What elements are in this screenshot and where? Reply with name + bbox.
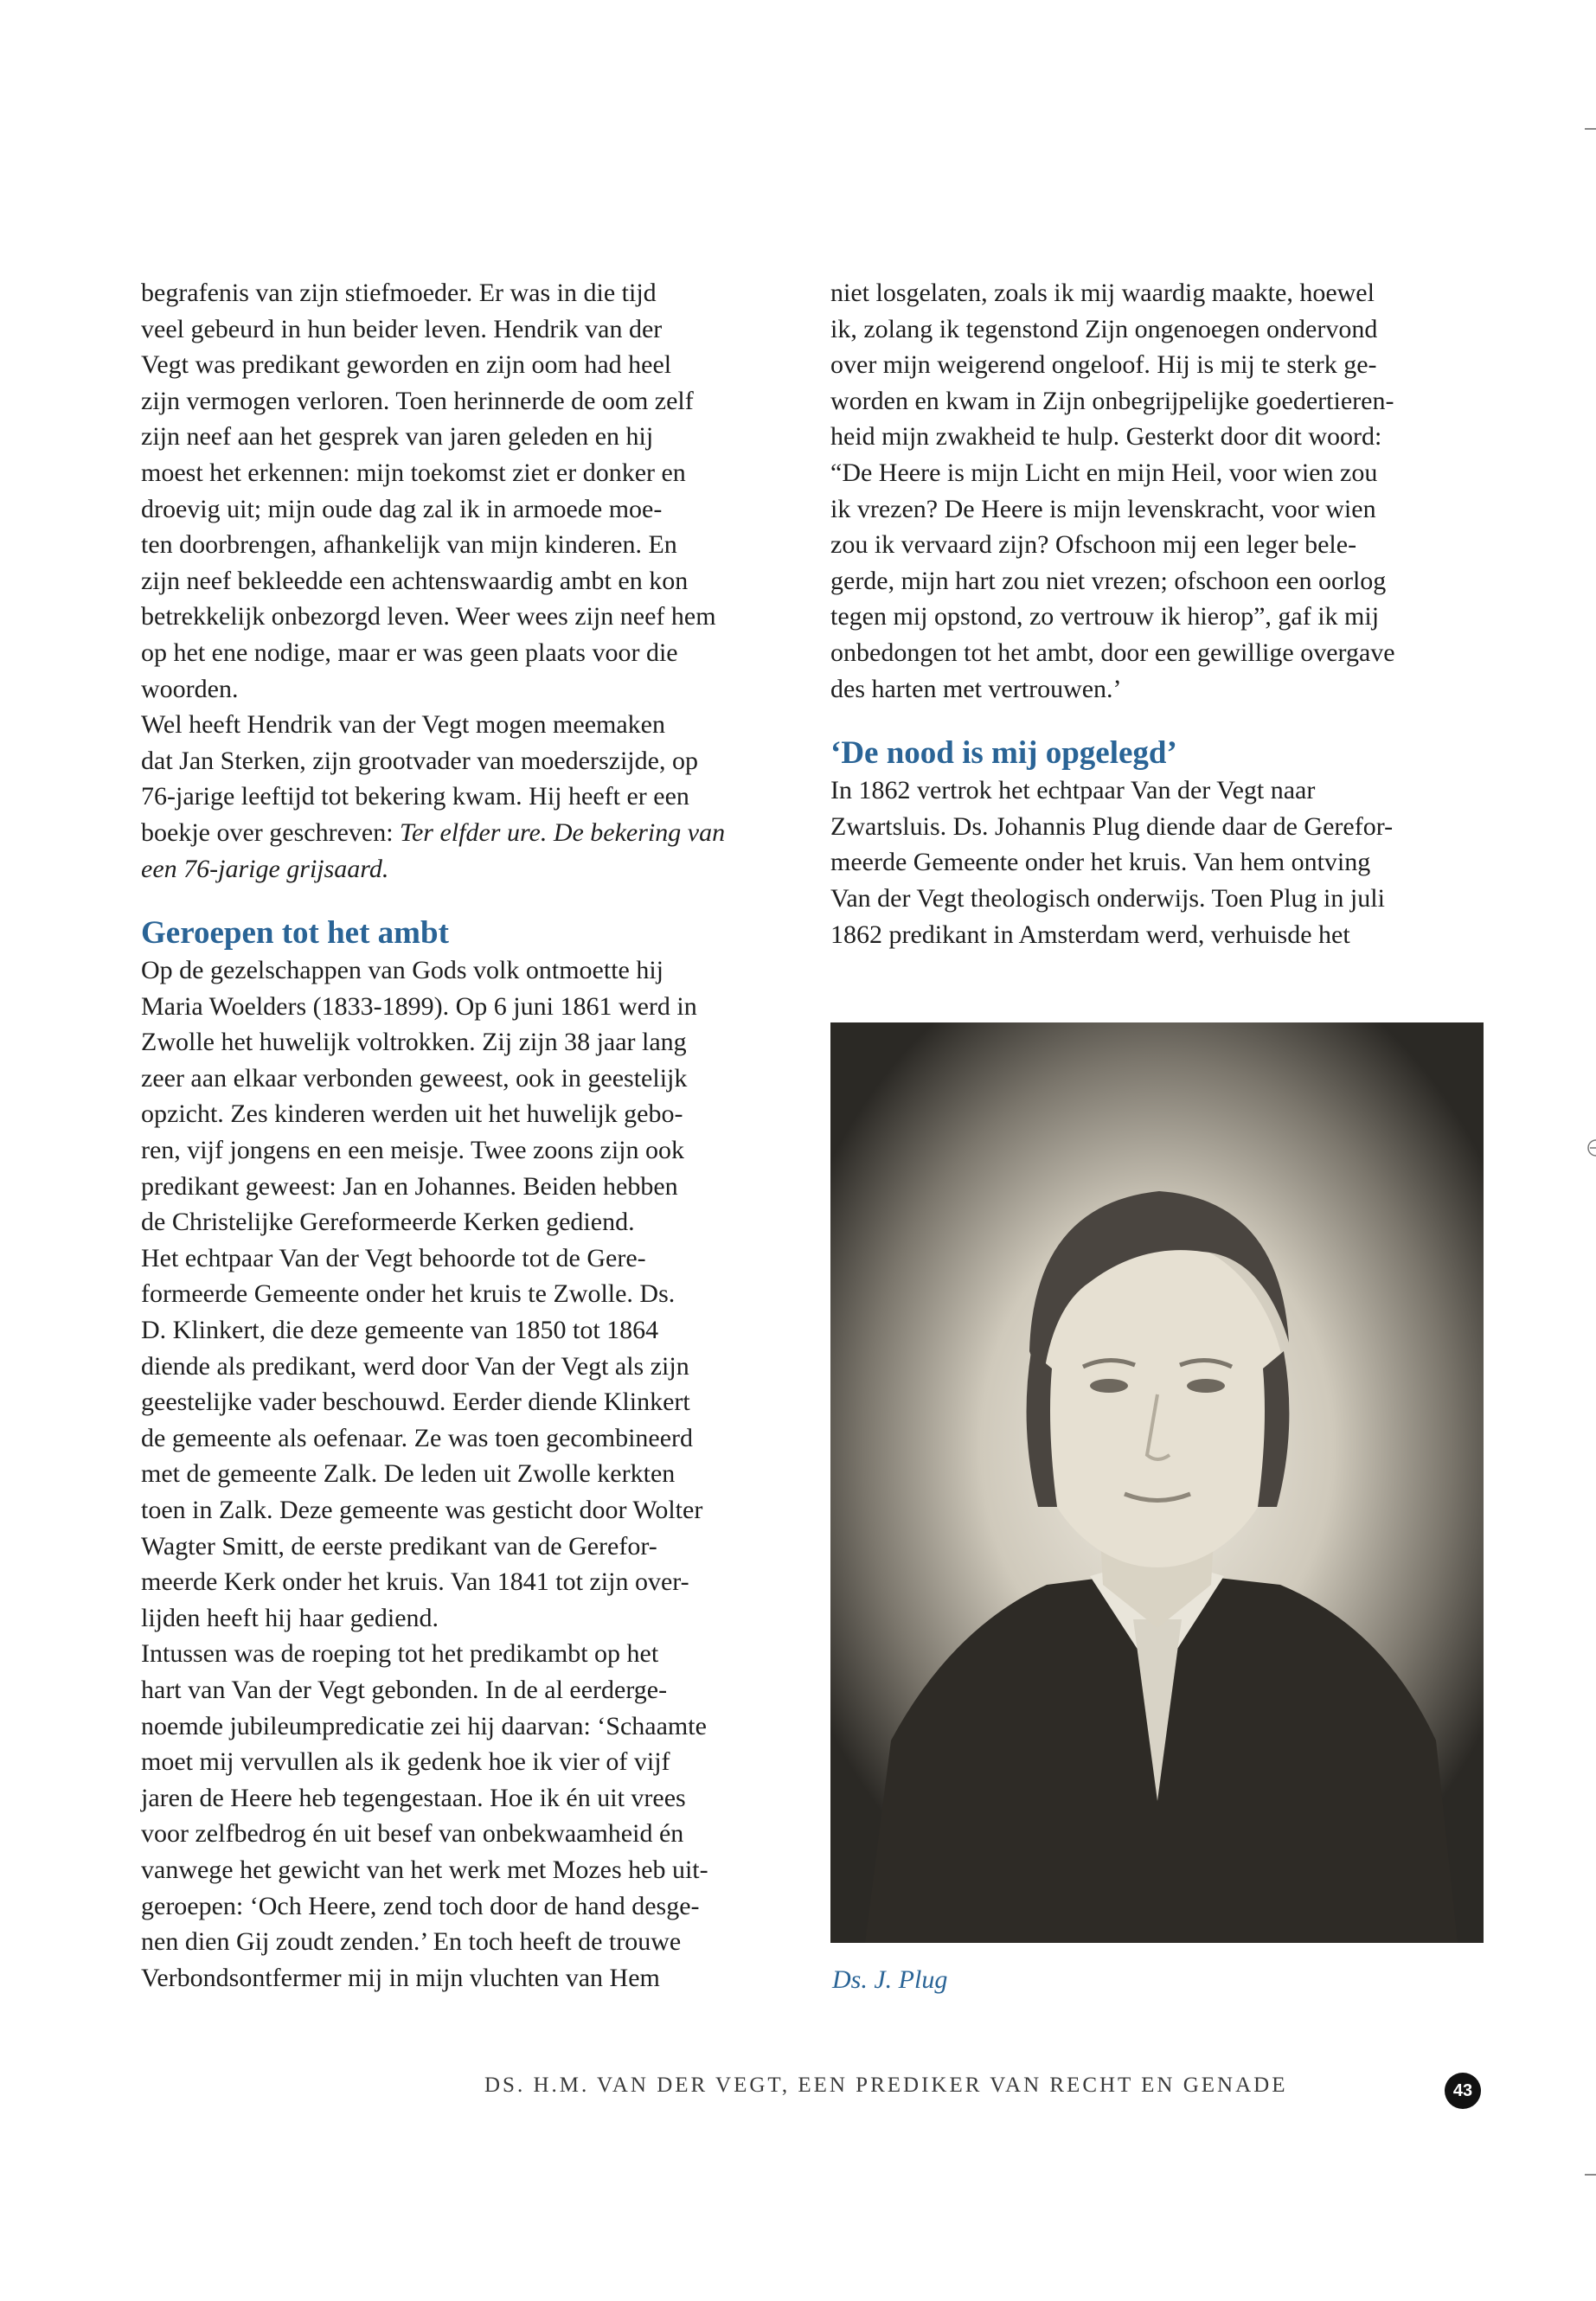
text-line: op het ene nodige, maar er was geen plaats voor die: [141, 638, 678, 667]
paragraph-gap: [830, 707, 1488, 734]
trim-mark: [1585, 128, 1596, 130]
text-line: meerde Gemeente onder het kruis. Van hem ontving: [830, 848, 1371, 877]
text-line: Verbondsontfermer mij in mijn vluchten van Hem: [141, 1963, 660, 1992]
text-line: de gemeente als oefenaar. Ze was toen gecombineerd: [141, 1423, 694, 1452]
text-line: ik vrezen? De Heere is mijn levenskracht, voor wien: [830, 494, 1376, 523]
book-title-italic: Ter elfder ure. De bekering van: [400, 817, 726, 847]
text-line: over mijn weigerend ongeloof. Hij is mij te sterk ge-: [830, 350, 1377, 380]
text-line: gerde, mijn hart zou niet vrezen; ofschoon een oorlog: [830, 566, 1387, 595]
text-line: betrekkelijk onbezorgd leven. Weer wees zijn neef hem: [141, 602, 716, 631]
right-column: [830, 275, 1488, 952]
text-line: begrafenis van zijn stiefmoeder. Er was in die tijd: [141, 279, 657, 307]
left-column: [141, 275, 790, 1996]
paragraph-quote-continuation: [830, 275, 1488, 707]
section-heading-called-to-office: Geroepen tot het ambt: [141, 915, 449, 952]
text-line: de Christelijke Gereformeerde Kerken gediend.: [141, 1208, 635, 1237]
book-title-italic: een 76-jarige grijsaard.: [141, 854, 389, 883]
text-line: tegen mij opstond, zo vertrouw ik hierop”, gaf ik mij: [830, 602, 1380, 631]
text-line: zijn neef aan het gesprek van jaren geleden en hij: [141, 422, 654, 452]
text-line: predikant geweest: Jan en Johannes. Beiden hebben: [141, 1171, 678, 1201]
page-number-badge: 43: [1445, 2073, 1481, 2109]
text-line: Wel heeft Hendrik van der Vegt mogen meemaken: [141, 710, 665, 740]
text-line: Zwolle het huwelijk voltrokken. Zij zijn 38 jaar lang: [141, 1028, 687, 1057]
text-line: zeer aan elkaar verbonden geweest, ook in geestelijk: [141, 1063, 688, 1093]
text-line: heid mijn zwakheid te hulp. Gesterkt door dit woord:: [830, 422, 1382, 452]
text-line: Zwartsluis. Ds. Johannis Plug diende daar de Gerefor-: [830, 811, 1394, 841]
text-line: In 1862 vertrok het echtpaar Van der Vegt naar: [830, 776, 1316, 805]
text-line: Intussen was de roeping tot het predikambt op het: [141, 1639, 659, 1669]
text-line: geroepen: ‘Och Heere, zend toch door de hand desge-: [141, 1891, 700, 1920]
text-line: niet losgelaten, zoals ik mij waardig maakte, hoewel: [830, 279, 1375, 307]
trim-mark: [1585, 2174, 1596, 2176]
text-line: Van der Vegt theologisch onderwijs. Toen Plug in juli: [830, 883, 1385, 913]
text-line: jaren de Heere heb tegengestaan. Hoe ik én uit vrees: [141, 1783, 686, 1812]
text-line: Maria Woelders (1833-1899). Op 6 juni 1861 werd in: [141, 991, 697, 1021]
text-line: Het echtpaar Van der Vegt behoorde tot de Gere-: [141, 1243, 646, 1272]
paragraph-calling: [141, 1636, 790, 1996]
text-line: worden en kwam in Zijn onbegrijpelijke goedertieren-: [830, 386, 1394, 415]
text-run: boekje over geschreven:: [141, 817, 394, 847]
text-line: lijden heeft hij haar gediend.: [141, 1603, 439, 1632]
text-line: ik, zolang ik tegenstond Zijn ongenoegen ondervond: [830, 314, 1378, 343]
paragraph-marriage: [141, 952, 790, 1240]
text-line: woorden.: [141, 674, 239, 703]
text-line: moest het erkennen: mijn toekomst ziet er donker en: [141, 458, 686, 487]
text-line: zou ik vervaard zijn? Ofschoon mij een leger bele-: [830, 530, 1357, 560]
paragraph-zwartsluis: [830, 772, 1488, 952]
text-line: moet mij vervullen als ik gedenk hoe ik vier of vijf: [141, 1747, 670, 1777]
text-line: zijn neef bekleedde een achtenswaardig ambt en kon: [141, 566, 689, 595]
text-line: onbedongen tot het ambt, door een gewillige overgave: [830, 638, 1395, 667]
paragraph-grandfather-conversion: [141, 707, 790, 887]
text-line: opzicht. Zes kinderen werden uit het huwelijk gebo-: [141, 1099, 683, 1129]
text-line: droevig uit; mijn oude dag zal ik in armoede moe-: [141, 494, 663, 523]
text-line: nen dien Gij zoudt zenden.’ En toch heeft de trouwe: [141, 1927, 682, 1957]
text-line: veel gebeurd in hun beider leven. Hendrik van der: [141, 314, 663, 343]
text-line: ten doorbrengen, afhankelijk van mijn kinderen. En: [141, 530, 677, 560]
text-line: noemde jubileumpredicatie zei hij daarvan: ‘Schaamte: [141, 1711, 707, 1740]
text-line: zijn vermogen verloren. Toen herinnerde de oom zelf: [141, 386, 694, 415]
text-line: Wagter Smitt, de eerste predikant van de Gerefor-: [141, 1531, 657, 1561]
text-line: met de gemeente Zalk. De leden uit Zwolle kerkten: [141, 1459, 676, 1489]
text-line: geestelijke vader beschouwd. Eerder diende Klinkert: [141, 1388, 690, 1417]
text-line: “De Heere is mijn Licht en mijn Heil, voor wien zou: [830, 458, 1378, 487]
paragraph-stepmother-funeral: [141, 275, 790, 707]
registration-mark-icon: [1586, 1138, 1596, 1157]
paragraph-gap: [141, 887, 790, 914]
text-line: Op de gezelschappen van Gods volk ontmoette hij: [141, 956, 664, 985]
text-line: voor zelfbedrog én uit besef van onbekwaamheid én: [141, 1819, 684, 1849]
portrait-illustration: [830, 1022, 1484, 1943]
running-footer-title: DS. H.M. VAN DER VEGT, EEN PREDIKER VAN RECHT EN GENADE: [484, 2073, 1288, 2097]
text-line: formeerde Gemeente onder het kruis te Zwolle. Ds.: [141, 1279, 676, 1309]
text-line: toen in Zalk. Deze gemeente was gesticht door Wolter: [141, 1496, 703, 1524]
text-line: vanwege het gewicht van het werk met Mozes heb uit-: [141, 1855, 708, 1884]
text-line: meerde Kerk onder het kruis. Van 1841 tot zijn over-: [141, 1567, 689, 1597]
text-line: hart van Van der Vegt gebonden. In de al eerderge-: [141, 1675, 668, 1704]
photo-caption: Ds. J. Plug: [832, 1965, 948, 1994]
text-line: 1862 predikant in Amsterdam werd, verhuisde het: [830, 920, 1350, 949]
text-line: diende als predikant, werd door Van der Vegt als zijn: [141, 1351, 689, 1381]
paragraph-congregation: [141, 1240, 790, 1637]
text-line: Vegt was predikant geworden en zijn oom had heel: [141, 350, 672, 380]
text-line: D. Klinkert, die deze gemeente van 1850 tot 1864: [141, 1316, 659, 1345]
section-heading-necessity: ‘De nood is mij opgelegd’: [830, 735, 1177, 772]
text-line: des harten met vertrouwen.’: [830, 674, 1122, 703]
text-line: dat Jan Sterken, zijn grootvader van moederszijde, op: [141, 746, 698, 775]
portrait-photo: [830, 1022, 1484, 1943]
text-line: [141, 815, 790, 851]
text-line: ren, vijf jongens en een meisje. Twee zoons zijn ook: [141, 1136, 685, 1165]
text-line: 76-jarige leeftijd tot bekering kwam. Hij heeft er een: [141, 782, 689, 811]
